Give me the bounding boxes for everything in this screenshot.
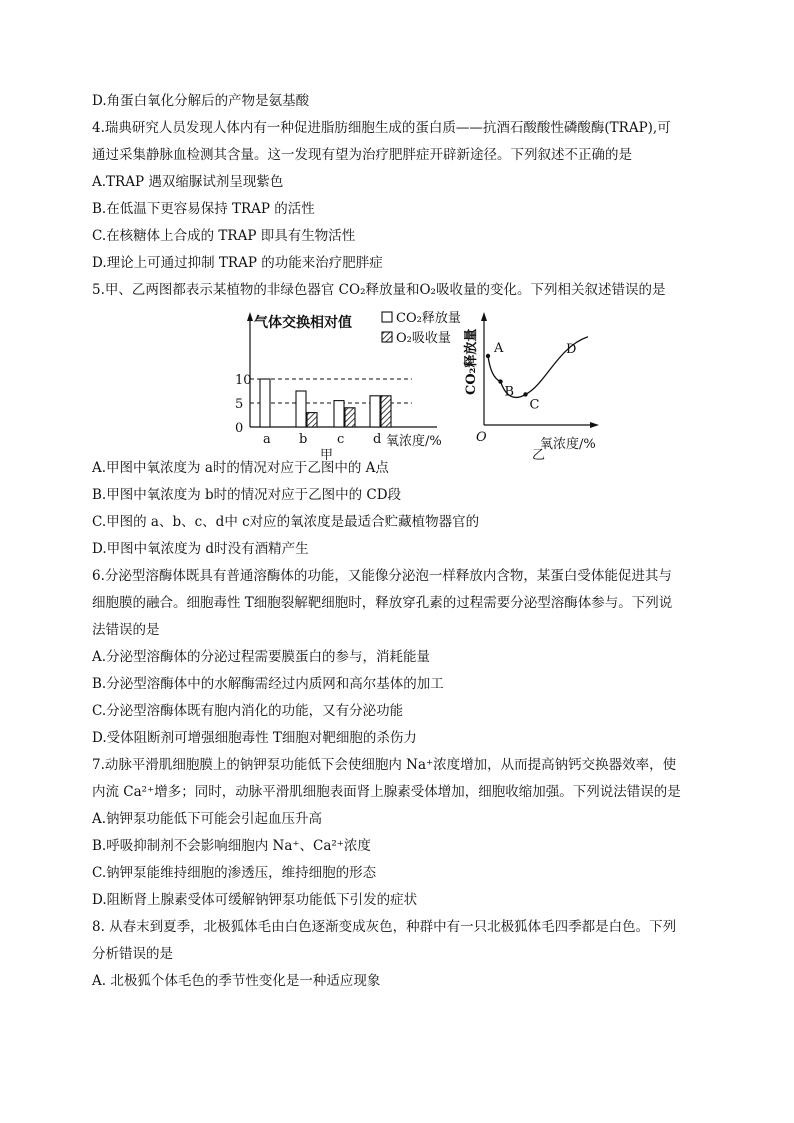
yi-point-A (486, 354, 490, 358)
text-line: 8. 从春末到夏季，北极狐体毛由白色逐渐变成灰色，种群中有一只北极狐体毛四季都是白色。下列 (92, 919, 677, 935)
jia-bar-co2-d (370, 396, 380, 427)
jia-category-label: c (337, 432, 345, 447)
jia-legend-swatch (382, 312, 392, 322)
text-line: D.阻断肾上腺素受体可缓解钠钾泵功能低下引发的症状 (92, 892, 418, 908)
jia-legend-swatch (382, 332, 392, 342)
text-line: 细胞膜的融合。细胞毒性 T细胞裂解靶细胞时，释放穿孔素的过程需要分泌型溶酶体参与。下列说 (92, 595, 673, 611)
yi-point-C (523, 392, 527, 396)
jia-y-axis-label: 气体交换相对值 (254, 315, 352, 331)
jia-bar-o2-d (381, 396, 391, 427)
jia-title: 甲 (320, 448, 334, 463)
text-line: B.分泌型溶酶体中的水解酶需经过内质网和高尔基体的加工 (92, 676, 444, 692)
text-line: B.甲图中氧浓度为 b时的情况对应于乙图中的 CD段 (92, 487, 402, 503)
text-line: B.在低温下更容易保持 TRAP 的活性 (92, 201, 315, 217)
jia-bar-co2-b (296, 391, 306, 427)
text-line: 分析错误的是 (92, 946, 173, 962)
yi-x-axis-label: 氧浓度/% (540, 437, 596, 452)
yi-point-label: C (529, 397, 540, 413)
text-line: D.受体阻断剂可增强细胞毒性 T细胞对靶细胞的杀伤力 (92, 730, 417, 746)
text-line: A.TRAP 遇双缩脲试剂呈现紫色 (92, 174, 284, 190)
text-line: 7.动脉平滑肌细胞膜上的钠钾泵功能低下会使细胞内 Na⁺浓度增加，从而提高钠钙交换器效率，使 (92, 757, 677, 773)
figure-jia-yi (92, 307, 712, 463)
yi-point-label: B (504, 384, 515, 400)
yi-x-axis-arrow (590, 422, 599, 428)
text-line: C.在核糖体上合成的 TRAP 即具有生物活性 (92, 228, 356, 244)
yi-point-B (498, 379, 502, 383)
yi-title: 乙 (532, 448, 546, 463)
text-line: C.甲图的 a、b、c、d中 c对应的氧浓度是最适合贮藏植物器官的 (92, 514, 480, 530)
yi-point-label: D (566, 341, 577, 357)
text-line: 内流 Ca²⁺增多；同时，动脉平滑肌细胞表面肾上腺素受体增加，细胞收缩加强。下列说法错误的是 (92, 784, 681, 800)
jia-bar-co2-c (334, 401, 344, 427)
text-line: A. 北极狐个体毛色的季节性变化是一种适应现象 (92, 973, 381, 989)
jia-category-label: d (373, 432, 382, 447)
yi-y-axis-arrow (481, 312, 487, 321)
text-line: C.分泌型溶酶体既有胞内消化的功能，又有分泌功能 (92, 703, 404, 719)
chart-jia (235, 311, 461, 463)
jia-category-label: b (299, 432, 308, 447)
text-line: 5.甲、乙两图都表示某植物的非绿色器官 CO₂释放量和O₂吸收量的变化。下列相关叙述错误的是 (92, 282, 666, 298)
jia-bar-co2-a (260, 379, 270, 427)
jia-y-tick-label: 10 (235, 373, 252, 388)
text-line: C.钠钾泵能维持细胞的渗透压，维持细胞的形态 (92, 865, 377, 881)
jia-bar-o2-b (307, 413, 317, 427)
text-line: A.钠钾泵功能低下可能会引起血压升高 (92, 811, 323, 827)
jia-legend-label: O₂吸收量 (396, 331, 451, 346)
question-text-top (92, 88, 712, 304)
jia-legend-label: CO₂释放量 (396, 311, 461, 326)
text-line: D.甲图中氧浓度为 d时没有酒精产生 (92, 541, 309, 557)
text-line: 通过采集静脉血检测其含量。这一发现有望为治疗肥胖症开辟新途径。下列叙述不正确的是 (92, 147, 632, 163)
jia-x-axis-label: 氧浓度/% (386, 434, 442, 449)
text-line: 6.分泌型溶酶体既具有普通溶酶体的功能，又能像分泌泡一样释放内含物，某蛋白受体能促进其与 (92, 568, 672, 584)
chart-yi (463, 312, 599, 463)
yi-origin-label: O (476, 430, 487, 445)
text-line: D.角蛋白氧化分解后的产物是氨基酸 (92, 93, 310, 109)
exam-page (92, 88, 712, 995)
text-line: A.分泌型溶酶体的分泌过程需要膜蛋白的参与，消耗能量 (92, 649, 431, 665)
text-line: B.呼吸抑制剂不会影响细胞内 Na⁺、Ca²⁺浓度 (92, 838, 371, 854)
question-text-bottom (92, 455, 712, 995)
jia-legend (382, 311, 461, 346)
text-line: 4.瑞典研究人员发现人体内有一种促进脂肪细胞生成的蛋白质——抗酒石酸酸性磷酸酶(TRAP),可 (92, 120, 671, 136)
jia-y-tick-label: 0 (235, 421, 244, 436)
jia-y-axis-arrow (247, 312, 253, 321)
text-line: A.甲图中氧浓度为 a时的情况对应于乙图中的 A点 (92, 460, 389, 476)
jia-y-tick-label: 5 (235, 397, 244, 412)
text-line: 法错误的是 (92, 622, 160, 638)
text-line: D.理论上可通过抑制 TRAP 的功能来治疗肥胖症 (92, 255, 383, 271)
jia-category-label: a (263, 432, 271, 447)
yi-y-axis-label: CO₂释放量 (464, 328, 479, 395)
yi-point-label: A (494, 341, 504, 356)
figure-svg (92, 307, 712, 463)
jia-bar-o2-c (345, 408, 355, 427)
